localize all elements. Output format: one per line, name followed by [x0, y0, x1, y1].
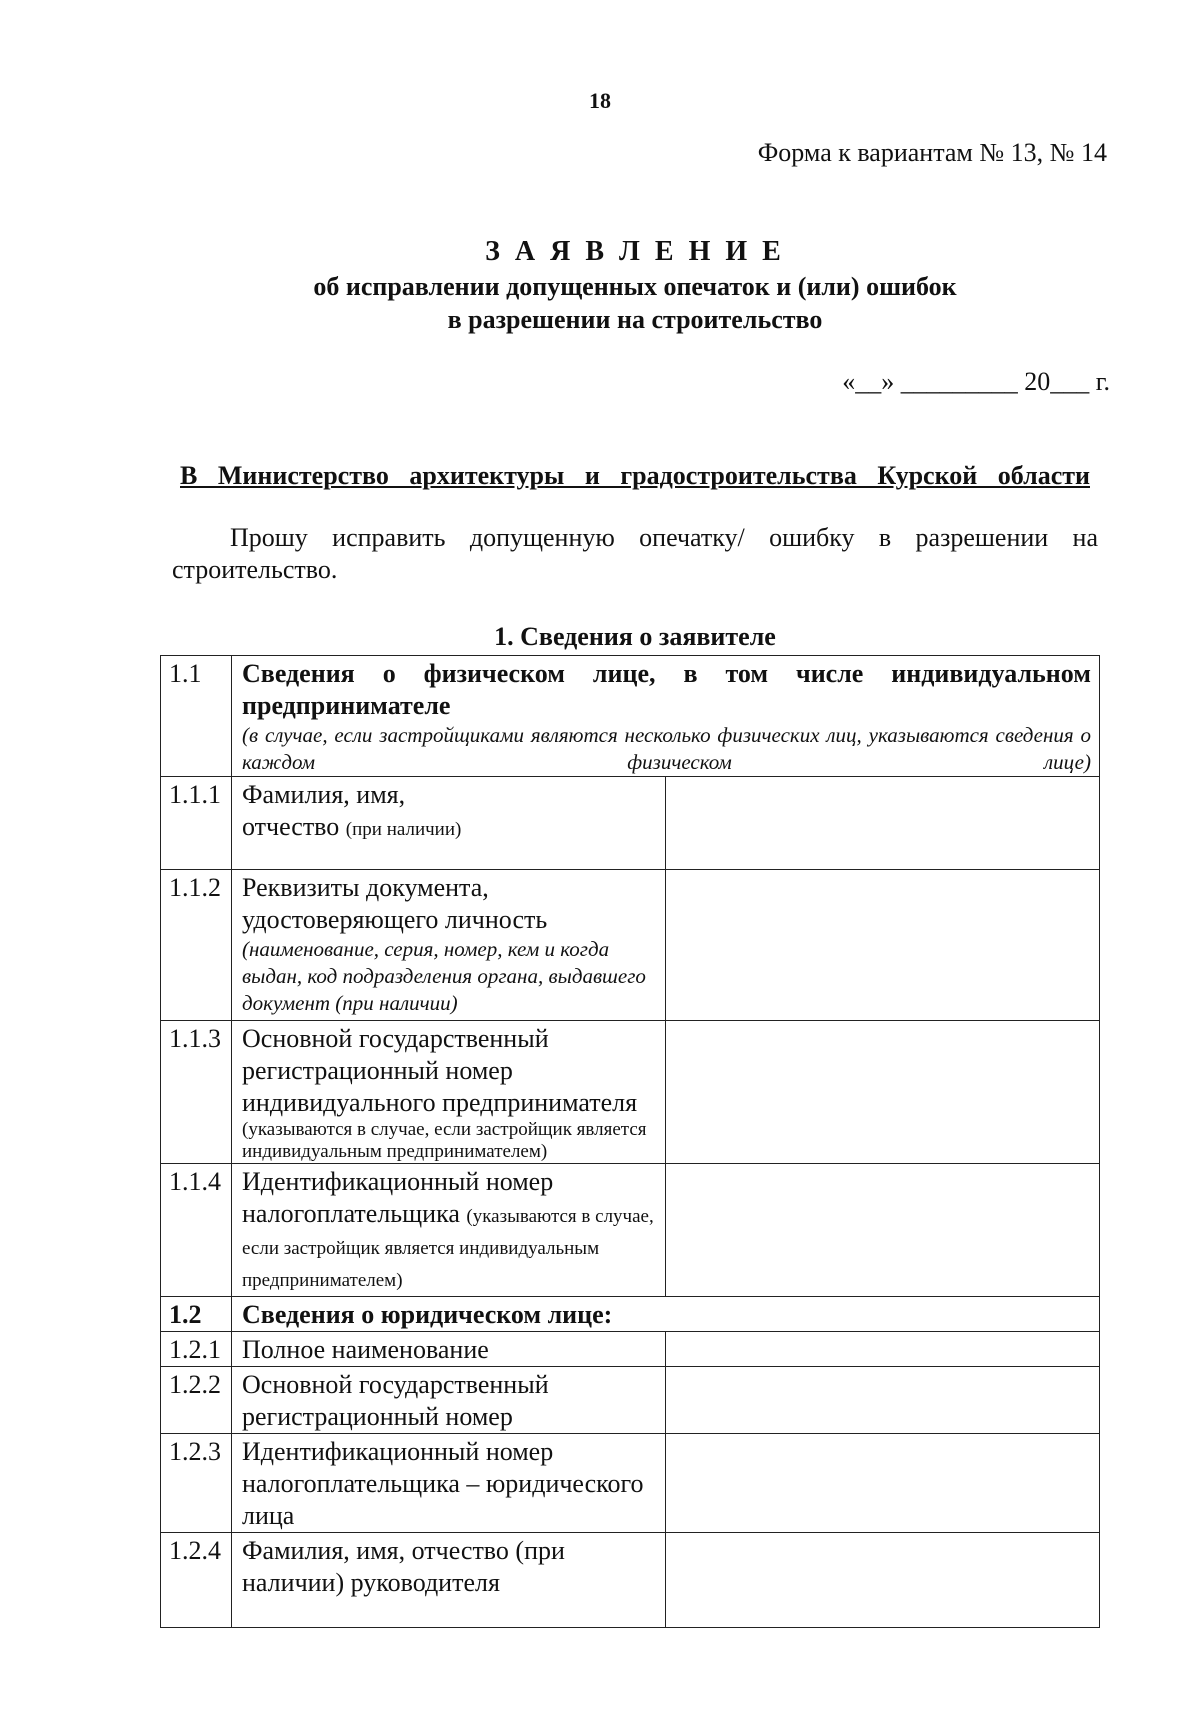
row-label-cont: налогоплательщика [242, 1199, 460, 1228]
row-label-cont: удостоверяющего личность [242, 905, 548, 934]
row-label-cell [232, 1533, 666, 1628]
row-label-cell [232, 1164, 666, 1297]
row-number: 1.1 [161, 656, 232, 777]
row-header-label: Сведения о физическом лице, в том числе индивидуальном предпринимателе [242, 659, 1091, 720]
table-row [161, 1332, 1100, 1367]
row-note: (при наличии) [345, 819, 462, 840]
table-row [161, 1164, 1100, 1297]
row-label: Основной государственный [242, 1024, 549, 1053]
row-number: 1.2.4 [161, 1533, 232, 1628]
row-label: Фамилия, имя, [242, 780, 406, 809]
row-label-cont: налогоплательщика – юридического [242, 1469, 644, 1498]
table-row [161, 1367, 1100, 1434]
row-value-field[interactable] [666, 1367, 1100, 1434]
row-number: 1.1.3 [161, 1021, 232, 1164]
row-label-cell [232, 777, 666, 870]
row-note: (в случае, если застройщиками являются несколько физических лиц, указываются сведения о каждом физическом лице) [242, 723, 1091, 774]
document-subtitle [0, 270, 1200, 336]
table-row [161, 777, 1100, 870]
table-row [161, 870, 1100, 1021]
row-label-cell [232, 1021, 666, 1164]
row-label-cont: регистрационный номер [242, 1056, 513, 1085]
row-label-cell [232, 1434, 666, 1533]
row-label: Идентификационный номер [242, 1167, 554, 1196]
row-label: Полное наименование [232, 1332, 666, 1367]
row-number: 1.1.4 [161, 1164, 232, 1297]
row-label-cell [232, 870, 666, 1021]
row-value-field[interactable] [666, 1533, 1100, 1628]
row-label-cont: лица [242, 1501, 295, 1530]
row-label-cell [232, 1367, 666, 1434]
row-header-label: Сведения о юридическом лице: [232, 1297, 1100, 1332]
row-label-cont: наличии) руководителя [242, 1568, 500, 1597]
row-number: 1.2.2 [161, 1367, 232, 1434]
row-value-field[interactable] [666, 777, 1100, 870]
row-number: 1.1.2 [161, 870, 232, 1021]
row-label: Идентификационный номер [242, 1437, 554, 1466]
subtitle-line-2: в разрешении на строительство [447, 305, 823, 334]
table-row [161, 1297, 1100, 1332]
row-number: 1.1.1 [161, 777, 232, 870]
subtitle-line-1: об исправлении допущенных опечаток и (или) ошибок [313, 272, 957, 301]
page-number: 18 [589, 88, 611, 113]
row-number: 1.2.3 [161, 1434, 232, 1533]
row-value-field[interactable] [666, 1164, 1100, 1297]
row-value-field[interactable] [666, 1434, 1100, 1533]
row-number: 1.2 [161, 1297, 232, 1332]
table-row [161, 656, 1100, 777]
document-title: З А Я В Л Е Н И Е [485, 236, 785, 267]
row-note: (наименование, серия, номер, кем и когда выдан, код подразделения органа, выдавшего документ (при наличии) [242, 937, 646, 1015]
recipient-line: В Министерство архитектуры и градостроительства Курской области [180, 461, 1090, 490]
request-text: Прошу исправить допущенную опечатку/ ошибку в разрешении на строительство. [172, 523, 1098, 584]
row-header-cell [232, 656, 1100, 777]
row-number: 1.2.1 [161, 1332, 232, 1367]
row-label-cont: индивидуального предпринимателя [242, 1088, 638, 1117]
row-label-cont: отчество [242, 812, 340, 841]
row-label: Реквизиты документа, [242, 873, 489, 902]
table-row [161, 1434, 1100, 1533]
row-note: (указываются в случае, если застройщик является индивидуальным предпринимателем) [242, 1206, 654, 1291]
form-reference: Форма к вариантам № 13, № 14 [757, 138, 1107, 167]
section-title: 1. Сведения о заявителе [494, 622, 776, 651]
row-value-field[interactable] [666, 1021, 1100, 1164]
row-value-field[interactable] [666, 870, 1100, 1021]
row-note: (указываются в случае, если застройщик является индивидуальным предпринимателем) [242, 1119, 647, 1162]
row-label: Основной государственный [242, 1370, 549, 1399]
table-row [161, 1021, 1100, 1164]
date-line: «__» _________ 20___ г. [842, 367, 1110, 396]
row-value-field[interactable] [666, 1332, 1100, 1367]
row-label-cont: регистрационный номер [242, 1402, 513, 1431]
row-label: Фамилия, имя, отчество (при [242, 1536, 565, 1565]
applicant-table [160, 655, 1100, 1628]
table-row [161, 1533, 1100, 1628]
